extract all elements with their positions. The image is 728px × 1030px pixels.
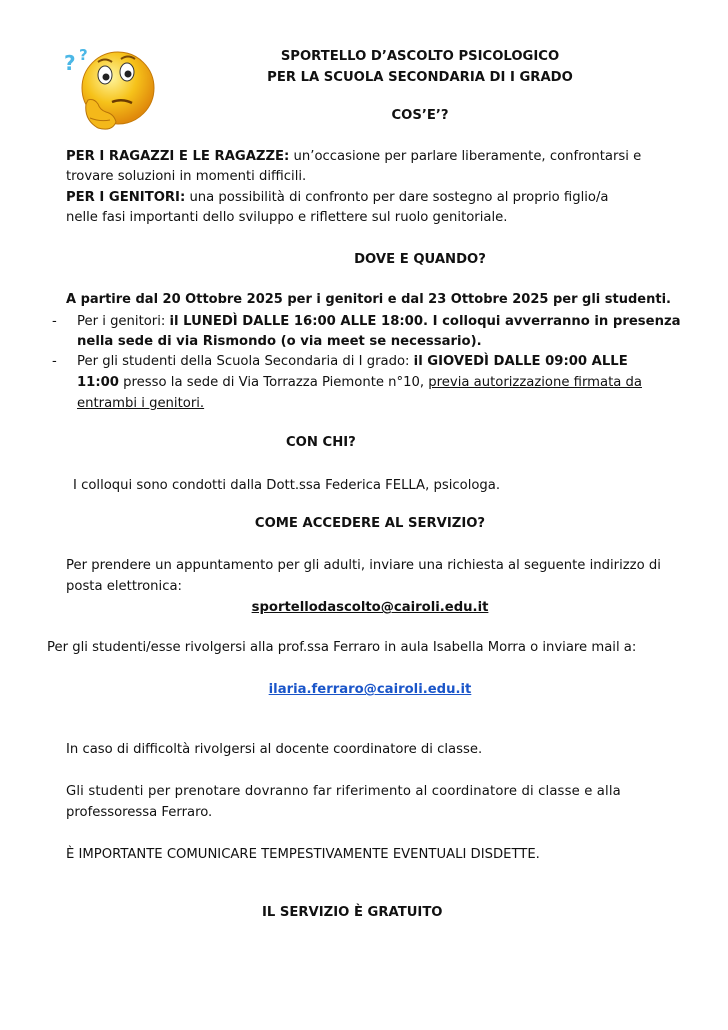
bullet1-schedule: il LUNEDÌ DALLE 16:00 ALLE 18:00. I colloqui avverranno in presenza <box>169 314 681 329</box>
thinking-smiley-logo <box>60 40 160 140</box>
genitori-text-1: una possibilità di confronto per dare sostegno al proprio figlio/a <box>185 190 609 205</box>
bullet2-line-3: entrambi i genitori. <box>77 396 205 411</box>
con-chi-text: I colloqui sono condotti dalla Dott.ssa Federica FELLA, psicologa. <box>73 478 501 493</box>
bullet2-authorization: previa autorizzazione firmata da <box>428 375 642 390</box>
title-line-1: SPORTELLO D’ASCOLTO PSICOLOGICO <box>280 49 560 64</box>
bullet2-location: presso la sede di Via Torrazza Piemonte n°10, <box>118 375 429 390</box>
svg-text:?: ? <box>79 46 88 64</box>
ragazzi-line-2: trovare soluzioni in momenti difficili. <box>66 169 307 184</box>
bullet1-line-1 <box>77 314 681 329</box>
ragazzi-text-1: un’occasione per parlare liberamente, confrontarsi e <box>289 149 642 164</box>
bullet-dash-1: - <box>52 314 57 329</box>
disdette-notice: È IMPORTANTE COMUNICARE TEMPESTIVAMENTE EVENTUALI DISDETTE. <box>66 847 540 862</box>
bullet2-schedule: il GIOVEDÌ DALLE 09:00 ALLE <box>413 354 628 369</box>
email-adulti-link[interactable]: sportellodascolto@cairoli.edu.it <box>251 600 489 615</box>
difficolta-text: In caso di difficoltà rivolgersi al docente coordinatore di classe. <box>66 742 483 757</box>
bullet1-line-2: nella sede di via Rismondo (o via meet se necessario). <box>77 334 482 349</box>
ragazzi-line-1 <box>66 149 641 164</box>
genitori-label: PER I GENITORI: <box>66 190 186 205</box>
bullet2-line-2 <box>77 375 642 390</box>
genitori-line-2: nelle fasi importanti dello sviluppo e riflettere sul ruolo genitoriale. <box>66 210 508 225</box>
title-line-2: PER LA SCUOLA SECONDARIA DI I GRADO <box>267 70 573 85</box>
ragazzi-label: PER I RAGAZZI E LE RAGAZZE: <box>66 149 290 164</box>
genitori-line-1 <box>66 190 609 205</box>
studenti-text: Per gli studenti/esse rivolgersi alla prof.ssa Ferraro in aula Isabella Morra o inviare mail a: <box>47 640 637 655</box>
bullet-dash-2: - <box>52 354 57 369</box>
heading-con-chi: CON CHI? <box>286 435 356 450</box>
servizio-gratuito: IL SERVIZIO È GRATUITO <box>262 905 443 920</box>
adulti-line-2: posta elettronica: <box>66 579 182 594</box>
page-title <box>150 46 690 88</box>
svg-text:?: ? <box>64 51 76 75</box>
prenotare-line-2: professoressa Ferraro. <box>66 805 213 820</box>
heading-come-accedere: COME ACCEDERE AL SERVIZIO? <box>254 516 486 531</box>
bullet2-time: 11:00 <box>77 375 119 390</box>
heading-cose: COS’E’? <box>391 108 449 123</box>
dove-intro: A partire dal 20 Ottobre 2025 per i genitori e dal 23 Ottobre 2025 per gli studenti. <box>66 292 671 307</box>
prenotare-line-1: Gli studenti per prenotare dovranno far riferimento al coordinatore di classe e alla <box>66 784 621 799</box>
bullet1-lead: Per i genitori: <box>77 314 170 329</box>
heading-dove-quando: DOVE E QUANDO? <box>354 252 486 267</box>
bullet2-line-1 <box>77 354 628 369</box>
bullet2-lead: Per gli studenti della Scuola Secondaria di I grado: <box>77 354 414 369</box>
thinking-face-icon <box>60 40 160 140</box>
email-studenti-link[interactable]: ilaria.ferraro@cairoli.edu.it <box>268 682 472 697</box>
adulti-line-1: Per prendere un appuntamento per gli adulti, inviare una richiesta al seguente indirizzo di <box>66 558 661 573</box>
